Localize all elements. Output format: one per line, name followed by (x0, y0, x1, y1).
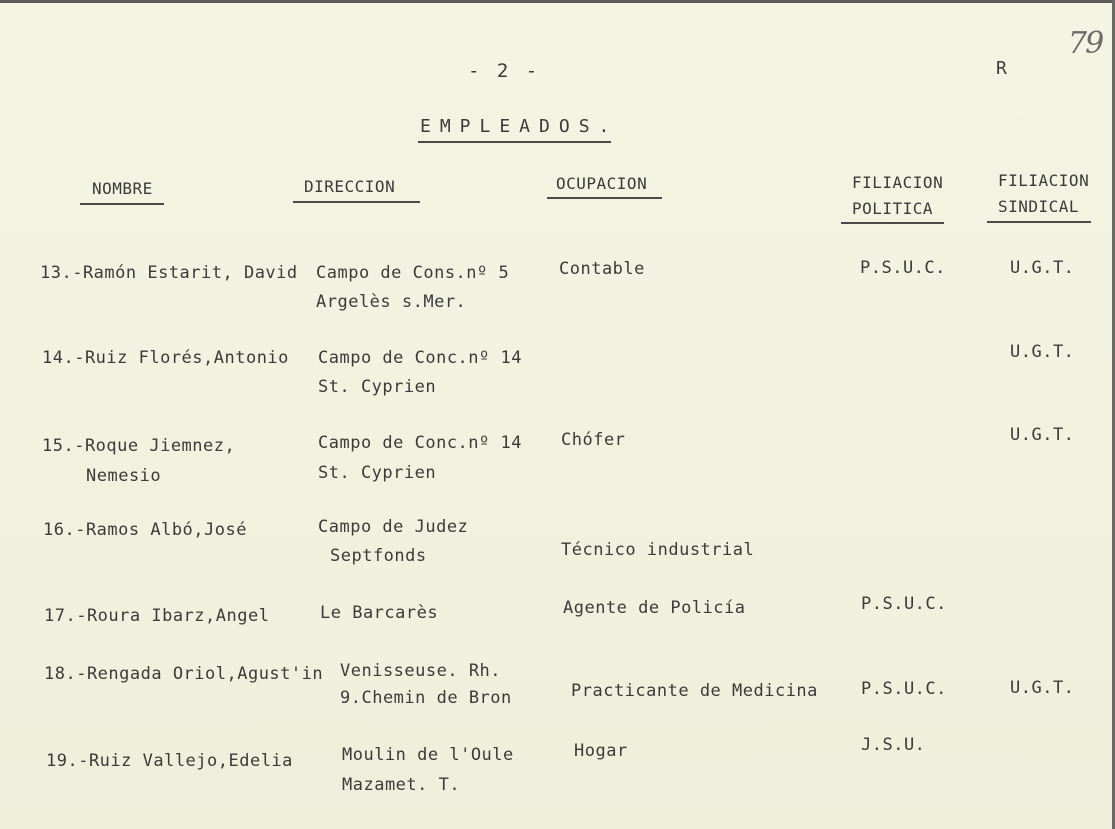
row-14-sindical: U.G.T. (1010, 342, 1075, 362)
column-header-direccion: DIRECCION (304, 177, 396, 196)
row-15-sindical: U.G.T. (1010, 425, 1075, 445)
row-13-sindical: U.G.T. (1010, 258, 1075, 278)
row-18-nombre: 18.-Rengada Oriol,Agust'in (44, 664, 324, 684)
row-13-ocupacion: Contable (559, 259, 645, 279)
row-13-nombre: 13.-Ramón Estarit, David (40, 263, 298, 283)
column-header-nombre: NOMBRE (92, 179, 153, 198)
row-17-direccion: Le Barcarès (320, 603, 439, 623)
column-header-sindical-line1: FILIACION (998, 171, 1090, 190)
row-14-direccion-line1: Campo de Conc.nº 14 (318, 348, 522, 368)
row-19-ocupacion: Hogar (574, 741, 628, 761)
row-13-direccion-line1: Campo de Cons.nº 5 (316, 263, 510, 283)
column-header-politica-line1: FILIACION (852, 173, 944, 192)
document-title: EMPLEADOS. (420, 116, 619, 137)
row-17-nombre: 17.-Roura Ibarz,Angel (44, 606, 270, 626)
row-15-direccion-line2: St. Cyprien (318, 463, 437, 483)
row-14-direccion-line2: St. Cyprien (318, 377, 437, 397)
row-18-politica: P.S.U.C. (861, 679, 947, 699)
row-17-ocupacion: Agente de Policía (563, 598, 746, 618)
row-19-direccion-line1: Moulin de l'Oule (342, 745, 514, 765)
header-underline-direccion (293, 201, 420, 203)
row-18-sindical: U.G.T. (1010, 678, 1075, 698)
column-header-sindical-line2: SINDICAL (998, 197, 1080, 216)
header-underline-politica (841, 222, 944, 224)
row-15-nombre-line1: 15.-Roque Jiemnez, (42, 436, 236, 456)
row-16-ocupacion: Técnico industrial (561, 540, 755, 560)
header-underline-sindical (987, 221, 1091, 223)
row-18-direccion-line1: Venisseuse. Rh. (340, 661, 502, 681)
row-18-direccion-line2: 9.Chemin de Bron (340, 688, 512, 708)
row-19-nombre: 19.-Ruiz Vallejo,Edelia (46, 751, 293, 771)
row-16-direccion-line1: Campo de Judez (318, 517, 469, 537)
header-underline-ocupacion (547, 197, 662, 199)
header-underline-nombre (80, 203, 164, 205)
column-header-ocupacion: OCUPACION (556, 174, 648, 193)
column-header-politica-line2: POLITICA (852, 199, 934, 218)
row-19-direccion-line2: Mazamet. T. (342, 775, 461, 795)
row-17-politica: P.S.U.C. (861, 594, 947, 614)
r-mark: R (996, 58, 1008, 79)
row-18-ocupacion: Practicante de Medicina (571, 681, 818, 701)
row-16-nombre: 16.-Ramos Albó,José (43, 520, 247, 540)
scan-top-edge (0, 0, 1115, 3)
row-13-direccion-line2: Argelès s.Mer. (316, 292, 467, 312)
row-15-nombre-line2: Nemesio (86, 466, 162, 486)
row-15-ocupacion: Chófer (561, 430, 626, 450)
row-19-politica: J.S.U. (861, 735, 926, 755)
page-number: - 2 - (468, 60, 541, 82)
row-15-direccion-line1: Campo de Conc.nº 14 (318, 433, 522, 453)
row-16-direccion-line2: Septfonds (330, 546, 427, 566)
row-14-nombre: 14.-Ruiz Florés,Antonio (42, 348, 289, 368)
title-underline (418, 141, 611, 143)
handwritten-folio-number: 79 (1068, 26, 1103, 61)
row-13-politica: P.S.U.C. (860, 258, 946, 278)
